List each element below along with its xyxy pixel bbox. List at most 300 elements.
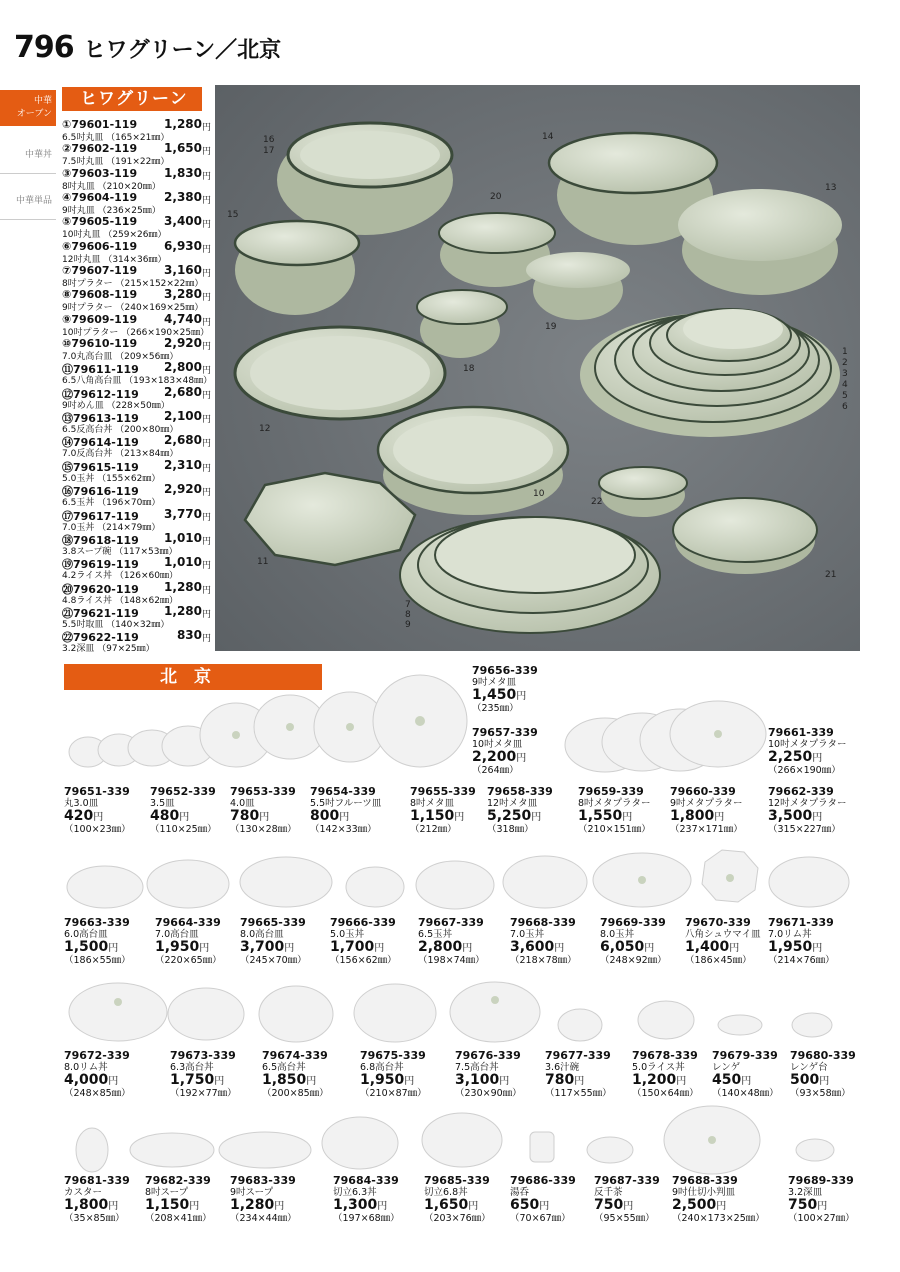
- item-price: 1,750: [170, 1072, 215, 1088]
- item-code: ⑯79616-119: [62, 485, 139, 499]
- item-name: 6.5高台丼: [262, 1062, 306, 1073]
- item-description: 5.0玉丼 （155×62㎜）: [62, 473, 161, 484]
- item-code: 79662-339: [768, 785, 834, 798]
- item-price: 1,700: [330, 939, 375, 955]
- item-price: 2,100: [164, 409, 202, 424]
- yen-unit: 円: [462, 943, 473, 954]
- item-name: 丸3.0皿: [64, 798, 99, 809]
- yen-unit: 円: [199, 943, 210, 954]
- item-code: ㉑79621-119: [62, 606, 139, 620]
- item-code: 79667-339: [418, 916, 484, 929]
- yen-unit: 円: [202, 609, 212, 620]
- item-code: 79684-339: [333, 1174, 399, 1187]
- item-name: 7.0リム丼: [768, 929, 812, 940]
- item-name: 7.0高台皿: [155, 929, 199, 940]
- item-code: 79683-339: [230, 1174, 296, 1187]
- item-code: ⑮79615-119: [62, 460, 139, 474]
- yen-unit: 円: [574, 1076, 585, 1087]
- item-code: 79674-339: [262, 1049, 328, 1062]
- item-price: 3,500: [768, 808, 813, 824]
- item-size: （315×227㎜）: [768, 824, 841, 835]
- item-price: 2,680: [164, 433, 202, 448]
- item-size: （150×64㎜）: [632, 1088, 699, 1099]
- item-size: （142×33㎜）: [310, 824, 377, 835]
- item-code: 79676-339: [455, 1049, 521, 1062]
- item-price: 2,680: [164, 384, 202, 399]
- yen-unit: 円: [202, 196, 212, 207]
- item-name: 12吋メタプラター: [768, 798, 847, 809]
- item-code: 79679-339: [712, 1049, 778, 1062]
- item-name: カスター: [64, 1187, 103, 1198]
- item-code: ⑳79620-119: [62, 582, 139, 596]
- item-price: 2,800: [418, 939, 463, 955]
- item-price: 1,950: [360, 1072, 405, 1088]
- item-description: 12吋丸皿 （314×36㎜）: [62, 254, 167, 265]
- item-size: （240×173×25㎜）: [672, 1213, 765, 1224]
- item-price: 6,050: [600, 939, 645, 955]
- item-code: 79653-339: [230, 785, 296, 798]
- item-price: 1,280: [164, 603, 202, 618]
- yen-unit: 円: [108, 943, 119, 954]
- item-size: （318㎜）: [487, 824, 534, 835]
- photo-label: 16: [263, 135, 275, 145]
- item-size: （100×27㎜）: [788, 1213, 855, 1224]
- beijing-section-title: 北 京: [64, 664, 322, 690]
- item-price: 2,920: [164, 482, 202, 497]
- item-description: 10吋プラター （266×190×25㎜）: [62, 327, 210, 338]
- item-size: （235㎜）: [472, 703, 519, 714]
- item-price: 2,200: [472, 749, 517, 765]
- photo-label: 4: [842, 380, 848, 390]
- item-description: 8吋丸皿 （210×20㎜）: [62, 181, 161, 192]
- side-tab-label: 中華: [33, 96, 52, 106]
- yen-unit: 円: [716, 1201, 727, 1212]
- item-name: 8.0高台皿: [240, 929, 284, 940]
- yen-unit: 円: [108, 1076, 119, 1087]
- item-price: 780: [545, 1072, 575, 1088]
- item-size: （117×55㎜）: [545, 1088, 612, 1099]
- photo-label: 10: [533, 489, 545, 499]
- yen-unit: 円: [741, 1076, 752, 1087]
- item-code: ⑰79617-119: [62, 509, 139, 523]
- item-code: ⑪79611-119: [62, 363, 139, 377]
- item-size: （218×78㎜）: [510, 955, 577, 966]
- yen-unit: 円: [202, 244, 212, 255]
- item-code: ⑧79608-119: [62, 288, 138, 302]
- page-title: ヒワグリーン／北京: [83, 38, 282, 63]
- item-name: 3.6汁碗: [545, 1062, 580, 1073]
- item-name: 八角シュウマイ皿: [685, 929, 761, 940]
- yen-unit: 円: [259, 812, 270, 823]
- yen-unit: 円: [202, 171, 212, 182]
- item-price: 3,160: [164, 263, 202, 278]
- item-name: 7.0玉丼: [510, 929, 545, 940]
- item-code: ⑭79614-119: [62, 436, 139, 450]
- item-name: 10吋メタプラター: [768, 739, 847, 750]
- item-price: 1,500: [64, 939, 109, 955]
- item-code: 79651-339: [64, 785, 130, 798]
- item-description: 3.2深皿 （97×25㎜）: [62, 644, 155, 655]
- yen-unit: 円: [499, 1076, 510, 1087]
- item-price: 1,830: [164, 165, 202, 180]
- yen-unit: 円: [274, 1201, 285, 1212]
- item-code: 79688-339: [672, 1174, 738, 1187]
- yen-unit: 円: [202, 293, 212, 304]
- item-description: 6.5反高台丼 （200×80㎜）: [62, 425, 179, 436]
- photo-label: 13: [825, 183, 837, 193]
- yen-unit: 円: [202, 123, 212, 133]
- item-name: 10吋メタ皿: [472, 739, 523, 750]
- item-code: 79661-339: [768, 726, 834, 739]
- yen-unit: 円: [202, 536, 212, 547]
- item-price: 2,500: [672, 1197, 717, 1213]
- item-description: 7.0玉丼 （214×79㎜）: [62, 522, 161, 533]
- yen-unit: 円: [404, 1076, 415, 1087]
- item-price: 3,700: [240, 939, 285, 955]
- item-price: 420: [64, 808, 94, 824]
- item-name: 9吋スープ: [230, 1187, 274, 1198]
- yen-unit: 円: [189, 1201, 200, 1212]
- yen-unit: 円: [729, 943, 740, 954]
- yen-unit: 円: [819, 1076, 830, 1087]
- yen-unit: 円: [202, 147, 212, 158]
- yen-unit: 円: [202, 415, 212, 426]
- item-code: 79673-339: [170, 1049, 236, 1062]
- item-price: 1,650: [424, 1197, 469, 1213]
- item-code: 79682-339: [145, 1174, 211, 1187]
- item-code: 79675-339: [360, 1049, 426, 1062]
- item-name: 3.2深皿: [788, 1187, 823, 1198]
- item-price: 1,800: [670, 808, 715, 824]
- photo-label: 12: [259, 424, 271, 434]
- item-price: 6,930: [164, 238, 202, 253]
- item-code: 79678-339: [632, 1049, 698, 1062]
- item-code: 79668-339: [510, 916, 576, 929]
- item-price: 1,280: [164, 579, 202, 594]
- item-size: （210×151㎜）: [578, 824, 651, 835]
- photo-label: 5: [842, 391, 848, 401]
- item-price: 1,950: [155, 939, 200, 955]
- item-code: ⑫79612-119: [62, 387, 139, 401]
- yen-unit: 円: [214, 1076, 225, 1087]
- item-code: 79654-339: [310, 785, 376, 798]
- item-description: 3.8スープ碗 （117×53㎜）: [62, 546, 178, 557]
- item-name: 湯呑: [510, 1187, 530, 1198]
- item-size: （186×45㎜）: [685, 955, 752, 966]
- item-code: 79658-339: [487, 785, 553, 798]
- item-size: （186×55㎜）: [64, 955, 131, 966]
- yen-unit: 円: [93, 812, 104, 823]
- item-price: 1,200: [632, 1072, 677, 1088]
- item-name: 6.5玉丼: [418, 929, 453, 940]
- yen-unit: 円: [531, 812, 542, 823]
- item-description: 6.5吋丸皿 （165×21㎜）: [62, 133, 170, 143]
- item-code: ㉒79622-119: [62, 631, 139, 645]
- item-price: 750: [594, 1197, 624, 1213]
- item-code: 79681-339: [64, 1174, 130, 1187]
- item-code: 79666-339: [330, 916, 396, 929]
- item-code: 79656-339: [472, 664, 538, 677]
- item-code: ①79601-119: [62, 118, 138, 131]
- item-size: （200×85㎜）: [262, 1088, 329, 1099]
- yen-unit: 円: [374, 943, 385, 954]
- item-price: 800: [310, 808, 340, 824]
- yen-unit: 円: [179, 812, 190, 823]
- yen-unit: 円: [817, 1201, 828, 1212]
- side-tab-label: 中華丼: [24, 150, 52, 160]
- item-description: 9吋めん皿 （228×50㎜）: [62, 400, 170, 411]
- item-name: 9吋仕切小判皿: [672, 1187, 736, 1198]
- item-price: 4,740: [164, 311, 202, 326]
- item-code: ⑬79613-119: [62, 412, 139, 426]
- photo-label: 2: [842, 358, 848, 368]
- item-price: 5,250: [487, 808, 532, 824]
- yen-unit: 円: [202, 269, 212, 280]
- item-description: 7.5吋丸皿 （191×22㎜）: [62, 157, 170, 168]
- item-price: 3,770: [164, 506, 202, 521]
- yen-unit: 円: [468, 1201, 479, 1212]
- item-size: （140×48㎜）: [712, 1088, 779, 1099]
- item-code: 79663-339: [64, 916, 130, 929]
- item-size: （210×87㎜）: [360, 1088, 427, 1099]
- item-size: （110×25㎜）: [150, 824, 217, 835]
- photo-label: 9: [405, 620, 411, 630]
- item-price: 1,280: [230, 1197, 275, 1213]
- item-size: （234×44㎜）: [230, 1213, 297, 1224]
- item-price: 650: [510, 1197, 540, 1213]
- yen-unit: 円: [644, 943, 655, 954]
- yen-unit: 円: [284, 943, 295, 954]
- item-name: 7.5高台丼: [455, 1062, 499, 1073]
- item-price: 2,380: [164, 190, 202, 205]
- hiwa-section-title: ヒワグリーン: [62, 87, 202, 111]
- item-price: 1,850: [262, 1072, 307, 1088]
- item-size: （130×28㎜）: [230, 824, 297, 835]
- yen-unit: 円: [202, 488, 212, 499]
- photo-label: 7: [405, 600, 411, 610]
- yen-unit: 円: [202, 512, 212, 523]
- item-size: （192×77㎜）: [170, 1088, 237, 1099]
- yen-unit: 円: [714, 812, 725, 823]
- side-tab-label: 中華単品: [15, 196, 52, 206]
- item-name: 6.0高台皿: [64, 929, 108, 940]
- item-price: 1,300: [333, 1197, 378, 1213]
- photo-label: 8: [405, 610, 411, 620]
- item-description: 5.5吋取皿 （140×32㎜）: [62, 619, 170, 630]
- yen-unit: 円: [554, 943, 565, 954]
- item-description: 6.5玉丼 （196×70㎜）: [62, 498, 161, 509]
- item-code: ⑤79605-119: [62, 215, 138, 229]
- item-price: 2,800: [164, 360, 202, 375]
- item-name: 12吋メタ皿: [487, 798, 538, 809]
- item-name: 8吋スープ: [145, 1187, 189, 1198]
- item-description: 4.8ライス丼 （148×62㎜）: [62, 595, 178, 606]
- item-name: 5.0ライス丼: [632, 1062, 685, 1073]
- item-price: 830: [176, 628, 202, 643]
- photo-label: 14: [542, 132, 554, 142]
- item-code: ⑨79609-119: [62, 312, 138, 326]
- item-price: 750: [788, 1197, 818, 1213]
- item-size: （264㎜）: [472, 765, 519, 776]
- item-name: 9吋メタ皿: [472, 677, 517, 688]
- item-name: 8吋メタプラター: [578, 798, 651, 809]
- item-description: 7.0反高台丼 （213×84㎜）: [62, 449, 179, 460]
- item-size: （237×171㎜）: [670, 824, 743, 835]
- item-price: 1,950: [768, 939, 813, 955]
- photo-label: 18: [463, 364, 475, 374]
- item-size: （248×92㎜）: [600, 955, 667, 966]
- item-description: 10吋丸皿 （259×26㎜）: [62, 230, 167, 241]
- item-description: 8吋プラター （215×152×22㎜）: [62, 279, 204, 290]
- item-price: 450: [712, 1072, 742, 1088]
- item-size: （203×76㎜）: [424, 1213, 491, 1224]
- item-size: （248×85㎜）: [64, 1088, 131, 1099]
- yen-unit: 円: [812, 753, 823, 764]
- item-size: （266×190㎜）: [768, 765, 841, 776]
- yen-unit: 円: [202, 634, 212, 645]
- item-code: ④79604-119: [62, 191, 138, 205]
- item-name: 8.0リム丼: [64, 1062, 108, 1073]
- item-size: （156×62㎜）: [330, 955, 397, 966]
- photo-label: 3: [842, 369, 848, 379]
- item-size: （212㎜）: [410, 824, 457, 835]
- item-price: 3,600: [510, 939, 555, 955]
- item-code: ⑲79619-119: [62, 558, 139, 572]
- item-price: 1,450: [472, 687, 517, 703]
- item-price: 1,800: [64, 1197, 109, 1213]
- item-name: レンゲ台: [790, 1062, 828, 1073]
- item-name: 5.0玉丼: [330, 929, 365, 940]
- item-code: 79672-339: [64, 1049, 130, 1062]
- item-price: 3,100: [455, 1072, 500, 1088]
- item-code: 79686-339: [510, 1174, 576, 1187]
- item-name: 6.8高台丼: [360, 1062, 404, 1073]
- item-name: 反千茶: [594, 1187, 623, 1198]
- side-tab-label: オーブン: [16, 109, 52, 119]
- item-size: （208×41㎜）: [145, 1213, 212, 1224]
- yen-unit: 円: [516, 753, 527, 764]
- yen-unit: 円: [202, 439, 212, 450]
- item-code: ②79602-119: [62, 142, 138, 156]
- item-price: 1,550: [578, 808, 623, 824]
- yen-unit: 円: [454, 812, 465, 823]
- item-description: 9吋プラター （240×169×25㎜）: [62, 303, 204, 314]
- yen-unit: 円: [202, 585, 212, 596]
- item-size: （197×68㎜）: [333, 1213, 400, 1224]
- item-price: 2,310: [164, 457, 202, 472]
- item-description: 7.0丸高台皿 （209×56㎜）: [62, 352, 179, 363]
- item-code: 79665-339: [240, 916, 306, 929]
- item-price: 3,280: [164, 287, 202, 302]
- item-name: 9吋メタプラター: [670, 798, 743, 809]
- item-size: （220×65㎜）: [155, 955, 222, 966]
- yen-unit: 円: [539, 1201, 550, 1212]
- yen-unit: 円: [202, 342, 212, 353]
- item-size: （214×76㎜）: [768, 955, 835, 966]
- photo-label: 20: [490, 192, 502, 202]
- item-code: ③79603-119: [62, 166, 138, 180]
- item-price: 2,920: [164, 336, 202, 351]
- item-code: 79671-339: [768, 916, 834, 929]
- item-code: 79659-339: [578, 785, 644, 798]
- yen-unit: 円: [623, 1201, 634, 1212]
- item-name: 6.3高台丼: [170, 1062, 214, 1073]
- item-name: 切立6.3丼: [333, 1187, 377, 1198]
- photo-label: 1: [842, 347, 848, 357]
- photo-label: 11: [257, 557, 269, 567]
- item-code: 79689-339: [788, 1174, 854, 1187]
- item-price: 4,000: [64, 1072, 109, 1088]
- yen-unit: 円: [622, 812, 633, 823]
- item-code: 79670-339: [685, 916, 751, 929]
- photo-label: 21: [825, 570, 837, 580]
- item-price: 1,150: [410, 808, 455, 824]
- yen-unit: 円: [202, 317, 212, 328]
- item-name: 切立6.8丼: [424, 1187, 468, 1198]
- yen-unit: 円: [339, 812, 350, 823]
- item-name: 8吋メタ皿: [410, 798, 455, 809]
- item-price: 1,010: [164, 530, 202, 545]
- item-price: 1,400: [685, 939, 730, 955]
- item-name: レンゲ: [712, 1062, 741, 1073]
- yen-unit: 円: [377, 1201, 388, 1212]
- item-size: （230×90㎜）: [455, 1088, 522, 1099]
- photo-label: 17: [263, 146, 275, 156]
- photo-label: 22: [591, 497, 603, 507]
- item-price: 1,010: [164, 555, 202, 570]
- item-price: 3,400: [164, 214, 202, 229]
- page-number: 796: [14, 30, 74, 65]
- item-description: 6.5八角高台皿 （193×183×48㎜）: [62, 376, 213, 387]
- item-price: 2,250: [768, 749, 813, 765]
- item-description: 4.2ライス丼 （126×60㎜）: [62, 571, 178, 582]
- yen-unit: 円: [812, 943, 823, 954]
- item-code: 79677-339: [545, 1049, 611, 1062]
- item-name: 5.5吋フルーツ皿: [310, 798, 382, 809]
- item-code: ⑱79618-119: [62, 533, 139, 547]
- yen-unit: 円: [202, 561, 212, 572]
- yen-unit: 円: [676, 1076, 687, 1087]
- item-price: 500: [790, 1072, 820, 1088]
- yen-unit: 円: [202, 220, 212, 231]
- item-price: 1,280: [164, 117, 202, 131]
- item-name: 3.5皿: [150, 798, 175, 809]
- photo-label: 19: [545, 322, 557, 332]
- item-size: （70×67㎜）: [510, 1213, 571, 1224]
- item-code: ⑥79606-119: [62, 239, 138, 253]
- yen-unit: 円: [812, 812, 823, 823]
- item-name: 4.0皿: [230, 798, 255, 809]
- photo-label: 15: [227, 210, 239, 220]
- item-size: （100×23㎜）: [64, 824, 131, 835]
- item-description: 9吋丸皿 （236×25㎜）: [62, 206, 161, 217]
- item-price: 1,650: [164, 141, 202, 156]
- item-name: 8.0玉丼: [600, 929, 635, 940]
- yen-unit: 円: [202, 390, 212, 401]
- item-price: 780: [230, 808, 260, 824]
- photo-label: 6: [842, 402, 848, 412]
- item-code: 79660-339: [670, 785, 736, 798]
- item-code: ⑦79607-119: [62, 264, 138, 278]
- yen-unit: 円: [202, 366, 212, 377]
- yen-unit: 円: [306, 1076, 317, 1087]
- item-code: 79664-339: [155, 916, 221, 929]
- item-code: 79687-339: [594, 1174, 660, 1187]
- item-size: （198×74㎜）: [418, 955, 485, 966]
- item-code: 79657-339: [472, 726, 538, 739]
- yen-unit: 円: [108, 1201, 119, 1212]
- item-code: 79652-339: [150, 785, 216, 798]
